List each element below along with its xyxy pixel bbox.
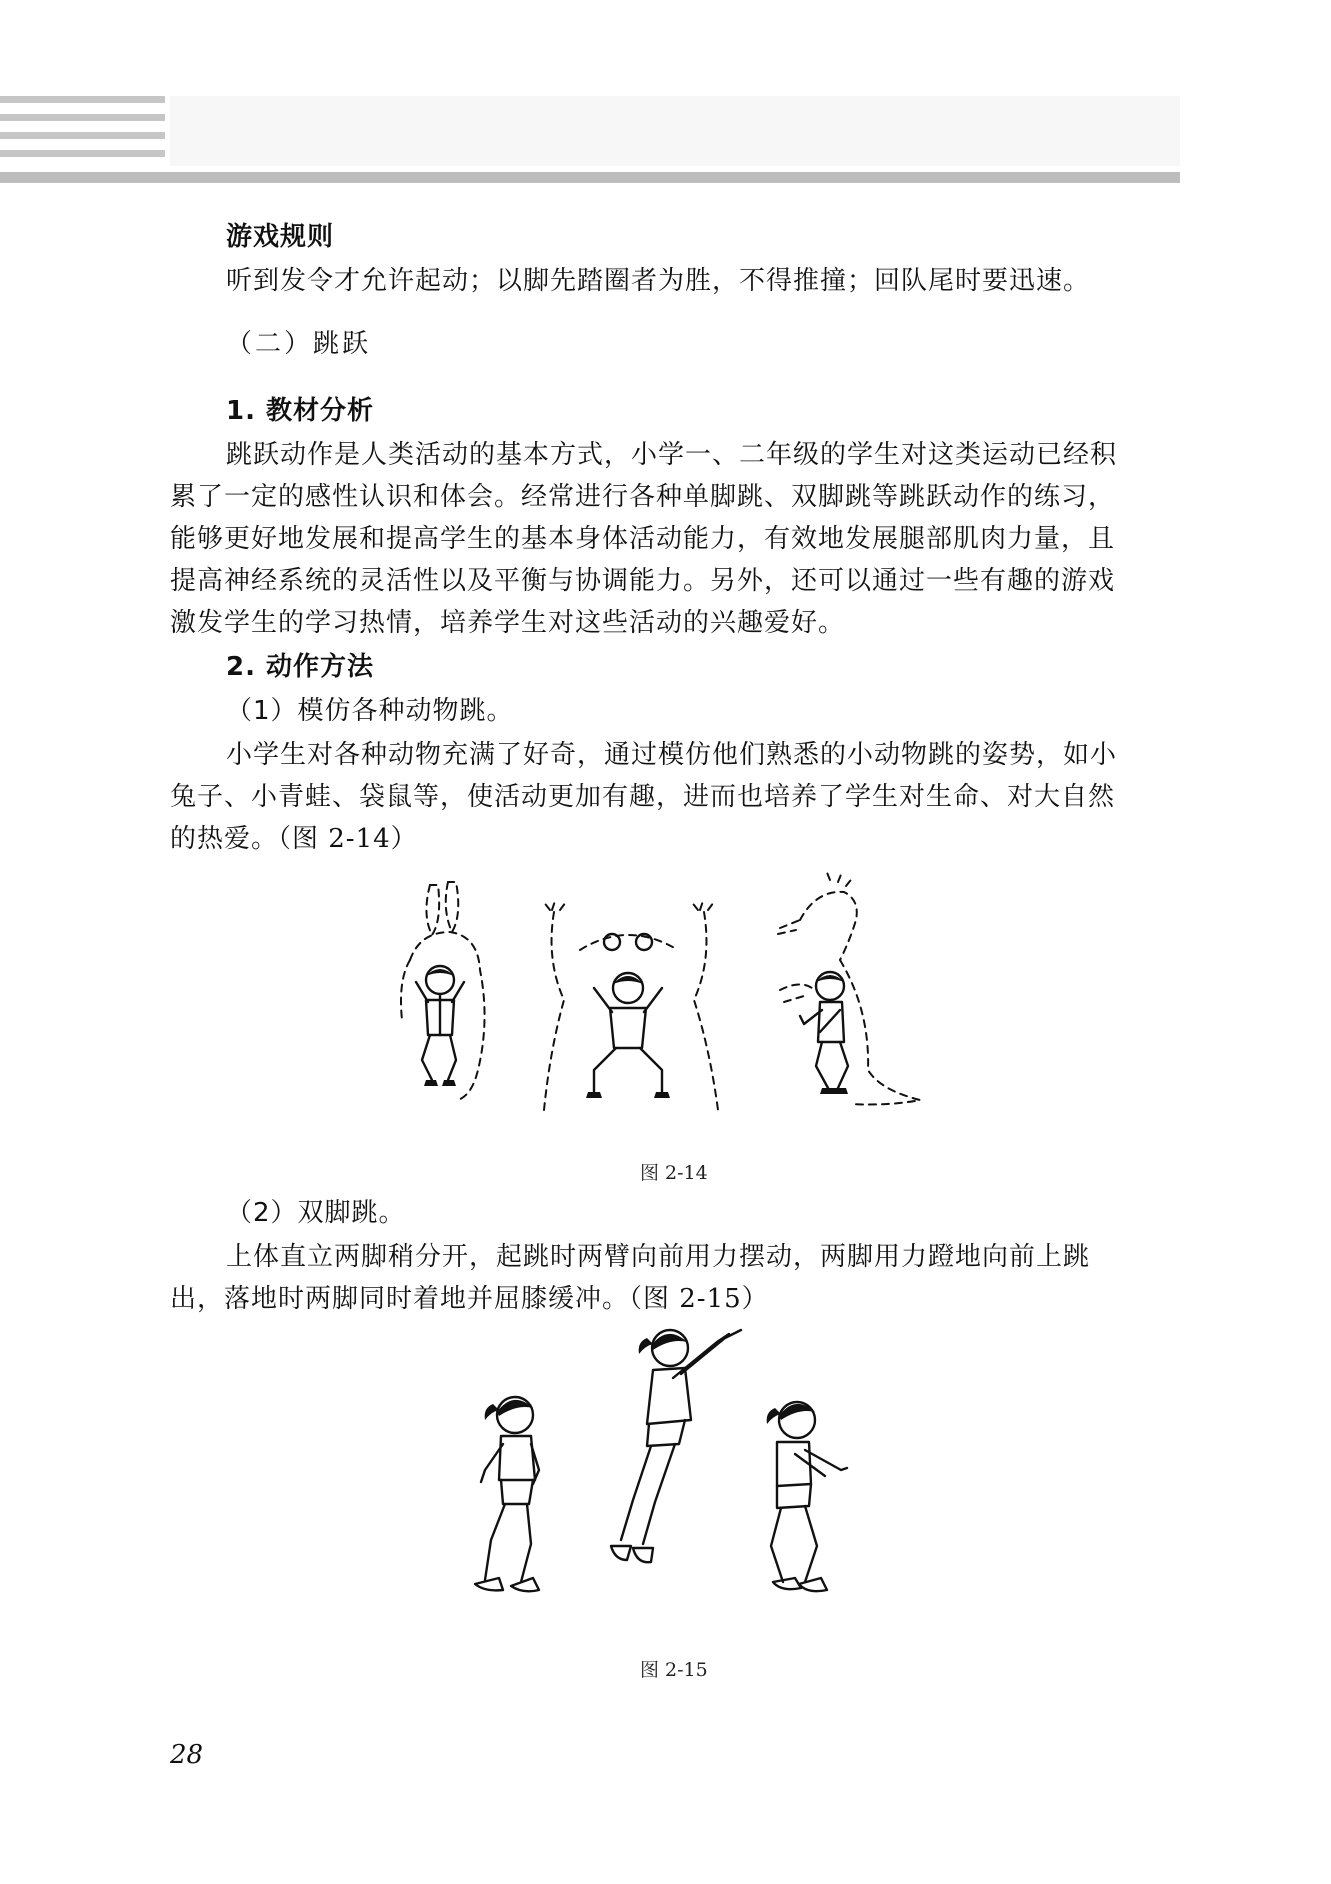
jump-stage-takeoff bbox=[475, 1397, 539, 1591]
figure-2-14-illustration bbox=[380, 870, 960, 1130]
kangaroo-jump-figure bbox=[778, 870, 920, 1105]
jump-stage-flight bbox=[611, 1330, 741, 1562]
analysis-line-1: 跳跃动作是人类活动的基本方式，小学一、二年级的学生对这类运动已经积 bbox=[226, 440, 1118, 470]
method-item1-title: （1）模仿各种动物跳。 bbox=[226, 696, 514, 726]
frog-jump-figure bbox=[542, 898, 718, 1110]
rules-text: 听到发令才允许起动；以脚先踏圈者为胜，不得推撞；回队尾时要迅速。 bbox=[226, 266, 1091, 296]
header-bar bbox=[0, 172, 1180, 183]
method-heading: 2. 动作方法 bbox=[226, 652, 375, 682]
analysis-line-2: 累了一定的感性认识和体会。经常进行各种单脚跳、双脚跳等跳跃动作的练习， bbox=[170, 482, 1116, 512]
jump-stage-landing bbox=[767, 1402, 847, 1591]
analysis-heading: 1. 教材分析 bbox=[226, 396, 375, 426]
method-item2-title: （2）双脚跳。 bbox=[226, 1198, 406, 1228]
method-item1-line-3: 的热爱。（图 2-14） bbox=[170, 824, 418, 854]
rules-heading: 游戏规则 bbox=[226, 222, 335, 252]
figure-2-15-illustration bbox=[455, 1320, 895, 1630]
section-title: （二）跳跃 bbox=[226, 329, 372, 359]
method-item2-line-2: 出，落地时两脚同时着地并屈膝缓冲。（图 2-15） bbox=[170, 1284, 769, 1314]
figure-2-15-caption: 图 2-15 bbox=[640, 1659, 708, 1681]
method-item1-line-1: 小学生对各种动物充满了好奇，通过模仿他们熟悉的小动物跳的姿势，如小 bbox=[226, 740, 1118, 770]
header-stripe bbox=[0, 114, 165, 121]
header-stripe bbox=[0, 132, 165, 139]
analysis-line-4: 提高神经系统的灵活性以及平衡与协调能力。另外，还可以通过一些有趣的游戏 bbox=[170, 566, 1116, 596]
page-header-decoration bbox=[0, 96, 1180, 180]
method-item2-line-1: 上体直立两脚稍分开，起跳时两臂向前用力摆动，两脚用力蹬地向前上跳 bbox=[226, 1242, 1091, 1272]
rabbit-jump-figure bbox=[401, 882, 485, 1100]
page-number: 28 bbox=[170, 1740, 204, 1770]
header-panel bbox=[170, 96, 1180, 166]
analysis-line-5: 激发学生的学习热情，培养学生对这些活动的兴趣爱好。 bbox=[170, 608, 846, 638]
figure-2-14-caption: 图 2-14 bbox=[640, 1162, 708, 1184]
analysis-line-3: 能够更好地发展和提高学生的基本身体活动能力，有效地发展腿部肌肉力量，且 bbox=[170, 524, 1116, 554]
method-item1-line-2: 兔子、小青蛙、袋鼠等，使活动更加有趣，进而也培养了学生对生命、对大自然 bbox=[170, 782, 1116, 812]
header-stripe bbox=[0, 150, 165, 157]
header-stripe bbox=[0, 96, 165, 103]
